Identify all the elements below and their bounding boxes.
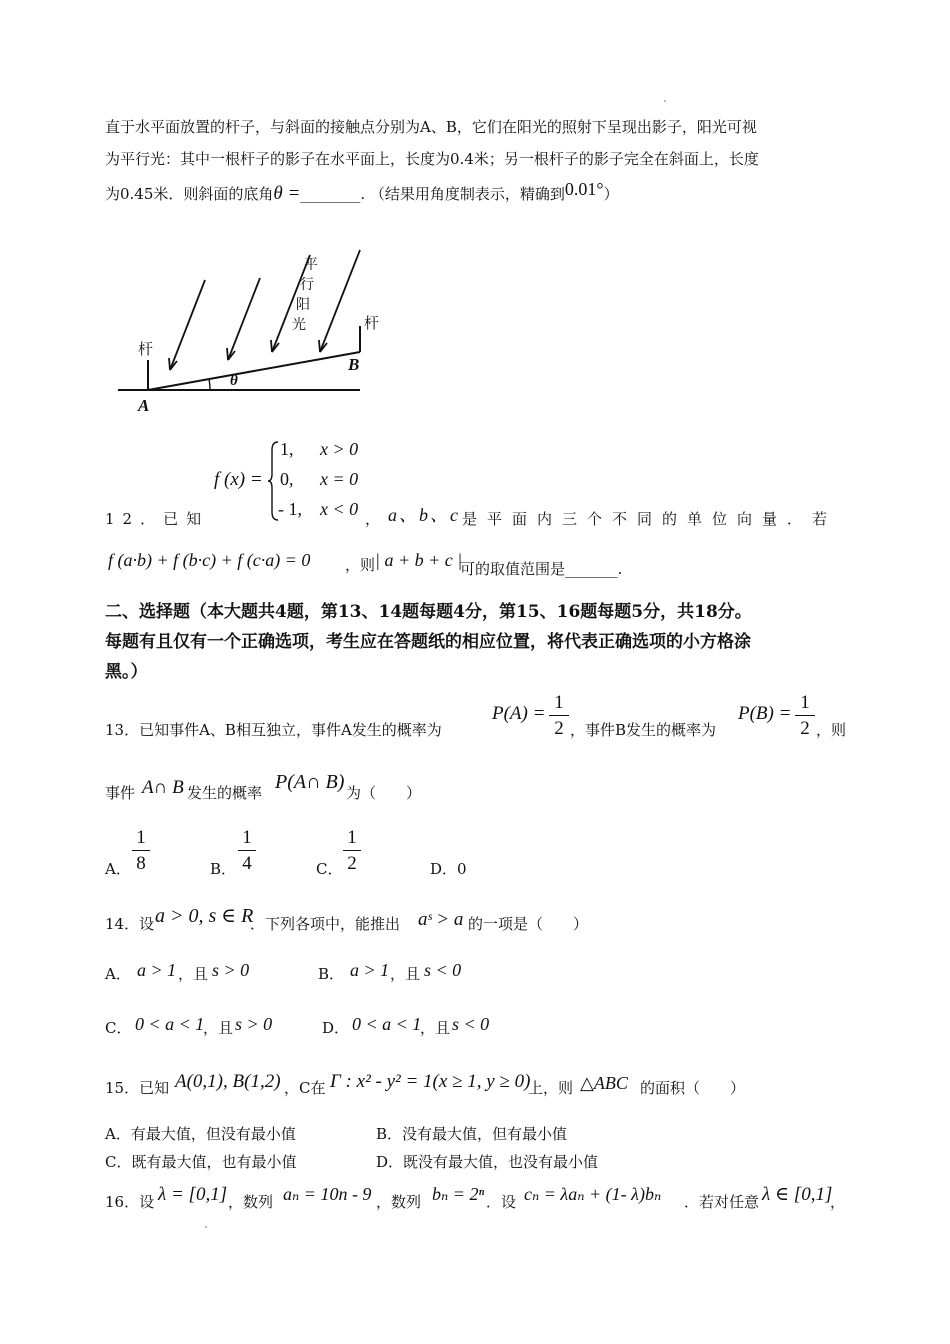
q12-tail: 可的取值范围是_______. bbox=[460, 560, 623, 578]
q16-text-b: ，数列 bbox=[228, 1193, 274, 1211]
q13-pb-num: 1 bbox=[800, 692, 810, 713]
q12-abs-expr: | a + b + c | bbox=[375, 550, 463, 570]
q13-opt-a-den: 8 bbox=[136, 853, 146, 874]
q13-opt-a-label: A． bbox=[105, 860, 131, 878]
q16-text-d: ．设 bbox=[486, 1193, 517, 1211]
q13-opt-a-num: 1 bbox=[136, 827, 146, 848]
q11-precision: 0.01° bbox=[564, 179, 604, 199]
q13-prob: P(A∩ B) bbox=[275, 771, 345, 793]
q12-case3-cond: x < 0 bbox=[320, 499, 359, 519]
q13-text-a: 13．已知事件A、B相互独立，事件A发生的概率为 bbox=[105, 721, 442, 739]
q13-pa-frac bbox=[549, 693, 569, 738]
q15-curve: Γ : x² - y² = 1(x ≥ 1, y ≥ 0) bbox=[330, 1071, 531, 1092]
q14-ineq: aˢ > a bbox=[418, 909, 464, 930]
q11-note-b: ） bbox=[603, 185, 619, 203]
q11-line3 bbox=[105, 179, 619, 204]
q14-opt-c-label: C． bbox=[105, 1019, 132, 1037]
q13-opt-b-label: B． bbox=[210, 860, 237, 878]
q14-text-c: 的一项是（ ） bbox=[468, 915, 589, 933]
scan-speck bbox=[664, 100, 666, 102]
q13-opt-c-label: C． bbox=[316, 860, 343, 878]
q14-text-a: 14．设 bbox=[105, 915, 155, 933]
q14-opt-b-mid: ，且 bbox=[390, 965, 421, 983]
q15-tri: △ABC bbox=[580, 1073, 628, 1093]
light-char-1: 平 bbox=[304, 257, 318, 273]
q13-pb: P(B) = bbox=[738, 703, 792, 724]
q13-opt-b-den: 4 bbox=[242, 853, 252, 874]
q13-text-c: ，则 bbox=[816, 721, 847, 739]
section2-line2: 每题有且仅有一个正确选项，考生应在答题纸的相应位置，将代表正确选项的小方格涂 bbox=[105, 632, 751, 652]
slope-figure bbox=[110, 240, 380, 420]
theta-arc bbox=[209, 379, 210, 390]
q14-opt-b-c1: a > 1 bbox=[350, 960, 390, 980]
q15-opt-a: A．有最大值，但没有最小值 bbox=[105, 1125, 296, 1143]
q13-opt-c-den: 2 bbox=[347, 853, 357, 874]
label-gan-left: 杆 bbox=[138, 340, 154, 358]
q13-event: A∩ B bbox=[142, 777, 184, 798]
q13-opt-b-frac bbox=[238, 828, 256, 873]
q13-pb-frac bbox=[795, 693, 815, 738]
q13-opt-c-frac bbox=[343, 828, 361, 873]
q14-opt-d-label: D． bbox=[322, 1019, 350, 1037]
q13-pa-den: 2 bbox=[554, 718, 564, 739]
q15-text-a: 15．已知 bbox=[105, 1079, 170, 1097]
q11-blank: ________. bbox=[300, 185, 366, 203]
section2-line3: 黑。） bbox=[105, 662, 148, 682]
q14-opt-d-c2: s < 0 bbox=[452, 1014, 490, 1034]
q11-line2: 为平行光：其中一根杆子的影子在水平面上，长度为0.4米；另一根杆子的影子完全在斜面上，长度 bbox=[105, 150, 759, 168]
q12-desc: 是平面内三个不同的单位向量．若 bbox=[462, 510, 838, 528]
q12-case3-val: - 1, bbox=[278, 499, 302, 519]
slope-figure-svg bbox=[110, 240, 370, 420]
q11-line1: 直于水平面放置的杆子，与斜面的接触点分别为A、B，它们在阳光的照射下呈现出影子，阳光可视 bbox=[105, 118, 757, 136]
q14-opt-b-c2: s < 0 bbox=[424, 960, 462, 980]
q13-opt-a-frac bbox=[132, 828, 150, 873]
q15-opt-b: B．没有最大值，但有最小值 bbox=[376, 1125, 568, 1143]
q12-then: ，则 bbox=[345, 556, 376, 574]
q14-opt-c-mid: ，且 bbox=[203, 1019, 234, 1037]
light-char-2: 行 bbox=[300, 277, 314, 293]
q14-opt-a-c1: a > 1 bbox=[137, 960, 177, 980]
light-char-3: 阳 bbox=[296, 297, 310, 313]
q12-vectors: a、b、c bbox=[388, 505, 460, 525]
q12-case2-cond: x = 0 bbox=[320, 469, 359, 489]
label-gan-right: 杆 bbox=[364, 314, 380, 332]
q16-lam: λ = [0,1] bbox=[158, 1184, 228, 1205]
q14-opt-c-c2: s > 0 bbox=[235, 1014, 273, 1034]
q12-case2-val: 0, bbox=[280, 469, 294, 489]
q15-text-d: 的面积（ ） bbox=[640, 1079, 746, 1097]
q14-cond: a > 0, s ∈ R bbox=[155, 905, 254, 927]
q13-pa: P(A) = bbox=[492, 703, 546, 724]
q13-text-b: ，事件B发生的概率为 bbox=[570, 721, 717, 739]
q16-text-a: 16．设 bbox=[105, 1193, 155, 1211]
q14-opt-d-mid: ，且 bbox=[420, 1019, 451, 1037]
q13-line2-a: 事件 bbox=[105, 784, 136, 802]
q13-line2-c: 为（ ） bbox=[346, 784, 422, 802]
q14-opt-a-c2: s > 0 bbox=[212, 960, 250, 980]
q15-text-c: 上，则 bbox=[528, 1079, 574, 1097]
q13-pa-num: 1 bbox=[554, 692, 564, 713]
q16-text-e: ．若对任意 bbox=[684, 1193, 760, 1211]
q13-opt-b-num: 1 bbox=[242, 827, 252, 848]
q12-condition: f (a·b) + f (b·c) + f (c·a) = 0 bbox=[108, 550, 311, 570]
section2-line1: 二、选择题（本大题共4题，第13、14题每题4分，第15、16题每题5分，共18分。 bbox=[105, 602, 752, 622]
q16-text-f: ， bbox=[830, 1193, 846, 1211]
q13-line2-b: 发生的概率 bbox=[187, 784, 263, 802]
q12-func: f (x) = bbox=[214, 469, 263, 490]
scan-speck bbox=[205, 1226, 207, 1228]
q15-points: A(0,1), B(1,2) bbox=[175, 1071, 281, 1092]
q16-text-c: ，数列 bbox=[376, 1193, 422, 1211]
q11-theta: θ = bbox=[273, 183, 301, 204]
q14-opt-a-label: A． bbox=[105, 965, 131, 983]
q15-opt-d: D．既没有最大值，也没有最小值 bbox=[376, 1153, 599, 1171]
light-rays bbox=[169, 250, 360, 370]
q15-text-b: ，C在 bbox=[284, 1079, 326, 1097]
label-A: A bbox=[138, 396, 150, 415]
q12-comma: ， bbox=[365, 510, 381, 528]
q16-an: aₙ = 10n - 9 bbox=[283, 1184, 372, 1204]
q11-line3-text: 为0.45米．则斜面的底角 bbox=[105, 185, 274, 203]
slope-line bbox=[148, 352, 360, 390]
q14-text-b: ．下列各项中，能推出 bbox=[250, 915, 401, 933]
q13-opt-c-num: 1 bbox=[347, 827, 357, 848]
q14-opt-b-label: B． bbox=[318, 965, 345, 983]
light-char-4: 光 bbox=[292, 317, 306, 333]
q14-opt-d-c1: 0 < a < 1 bbox=[352, 1014, 422, 1034]
q16-forall: λ ∈ [0,1] bbox=[762, 1184, 833, 1205]
q16-cn: cₙ = λaₙ + (1- λ)bₙ bbox=[524, 1184, 662, 1204]
q12-case1-cond: x > 0 bbox=[320, 439, 359, 459]
q12-num: 12．已知 bbox=[105, 510, 210, 528]
q14-opt-a-mid: ，且 bbox=[178, 965, 209, 983]
q14-opt-c-c1: 0 < a < 1 bbox=[135, 1014, 205, 1034]
q12-case1-val: 1, bbox=[280, 439, 294, 459]
q16-bn: bₙ = 2ⁿ bbox=[432, 1184, 485, 1204]
label-theta: θ bbox=[230, 373, 238, 389]
q13-opt-d: D．0 bbox=[430, 860, 467, 878]
label-B: B bbox=[348, 355, 360, 374]
q13-pb-den: 2 bbox=[800, 718, 810, 739]
q15-opt-c: C．既有最大值，也有最小值 bbox=[105, 1153, 297, 1171]
q11-note-a: （结果用角度制表示，精确到 bbox=[369, 185, 565, 203]
